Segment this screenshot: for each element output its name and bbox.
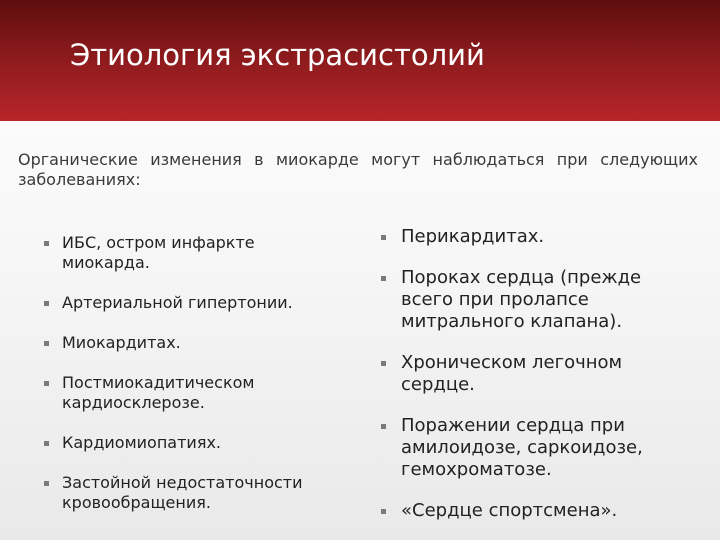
- list-item-text: Артериальной гипертонии.: [62, 293, 293, 312]
- list-item: [381, 415, 681, 481]
- list-item-text: Пороках сердца (прежде всего при пролапсе митрального клапана).: [401, 267, 642, 332]
- list-item-text: Поражении сердца при амилоидозе, саркоидозе, гемохроматозе.: [401, 415, 643, 480]
- list-item-text: Застойной недостаточности кровообращения.: [62, 473, 303, 512]
- list-item-text: Хроническом легочном сердце.: [401, 352, 623, 395]
- square-bullet-icon: [381, 235, 386, 240]
- slide-title: Этиология экстрасистолий: [70, 38, 485, 72]
- list-item: [381, 267, 681, 333]
- square-bullet-icon: [44, 241, 49, 246]
- intro-text: Органические изменения в миокарде могут наблюдаться при следующих заболеваниях:: [18, 150, 698, 189]
- list-item: [44, 433, 334, 453]
- square-bullet-icon: [381, 509, 386, 514]
- list-item-text: Кардиомиопатиях.: [62, 433, 221, 452]
- right-bullet-list: [381, 226, 681, 522]
- list-item: [381, 226, 681, 248]
- list-item-text: Миокардитах.: [62, 333, 181, 352]
- list-item: [44, 473, 334, 513]
- list-item: [381, 352, 681, 396]
- list-item: [381, 500, 681, 522]
- square-bullet-icon: [44, 341, 49, 346]
- list-item-text: ИБС, остром инфаркте миокарда.: [62, 233, 255, 272]
- title-bar: [0, 0, 720, 121]
- list-item: [44, 293, 334, 313]
- list-item: [44, 373, 334, 413]
- square-bullet-icon: [381, 276, 386, 281]
- list-item: [44, 333, 334, 353]
- list-item-text: «Сердце спортсмена».: [401, 500, 618, 521]
- square-bullet-icon: [44, 441, 49, 446]
- list-item-text: Перикардитах.: [401, 226, 545, 247]
- square-bullet-icon: [44, 381, 49, 386]
- square-bullet-icon: [44, 301, 49, 306]
- left-bullet-list: [44, 233, 334, 513]
- square-bullet-icon: [44, 481, 49, 486]
- list-item-text: Постмиокадитическом кардиосклерозе.: [62, 373, 255, 412]
- list-item: [44, 233, 334, 273]
- square-bullet-icon: [381, 424, 386, 429]
- square-bullet-icon: [381, 361, 386, 366]
